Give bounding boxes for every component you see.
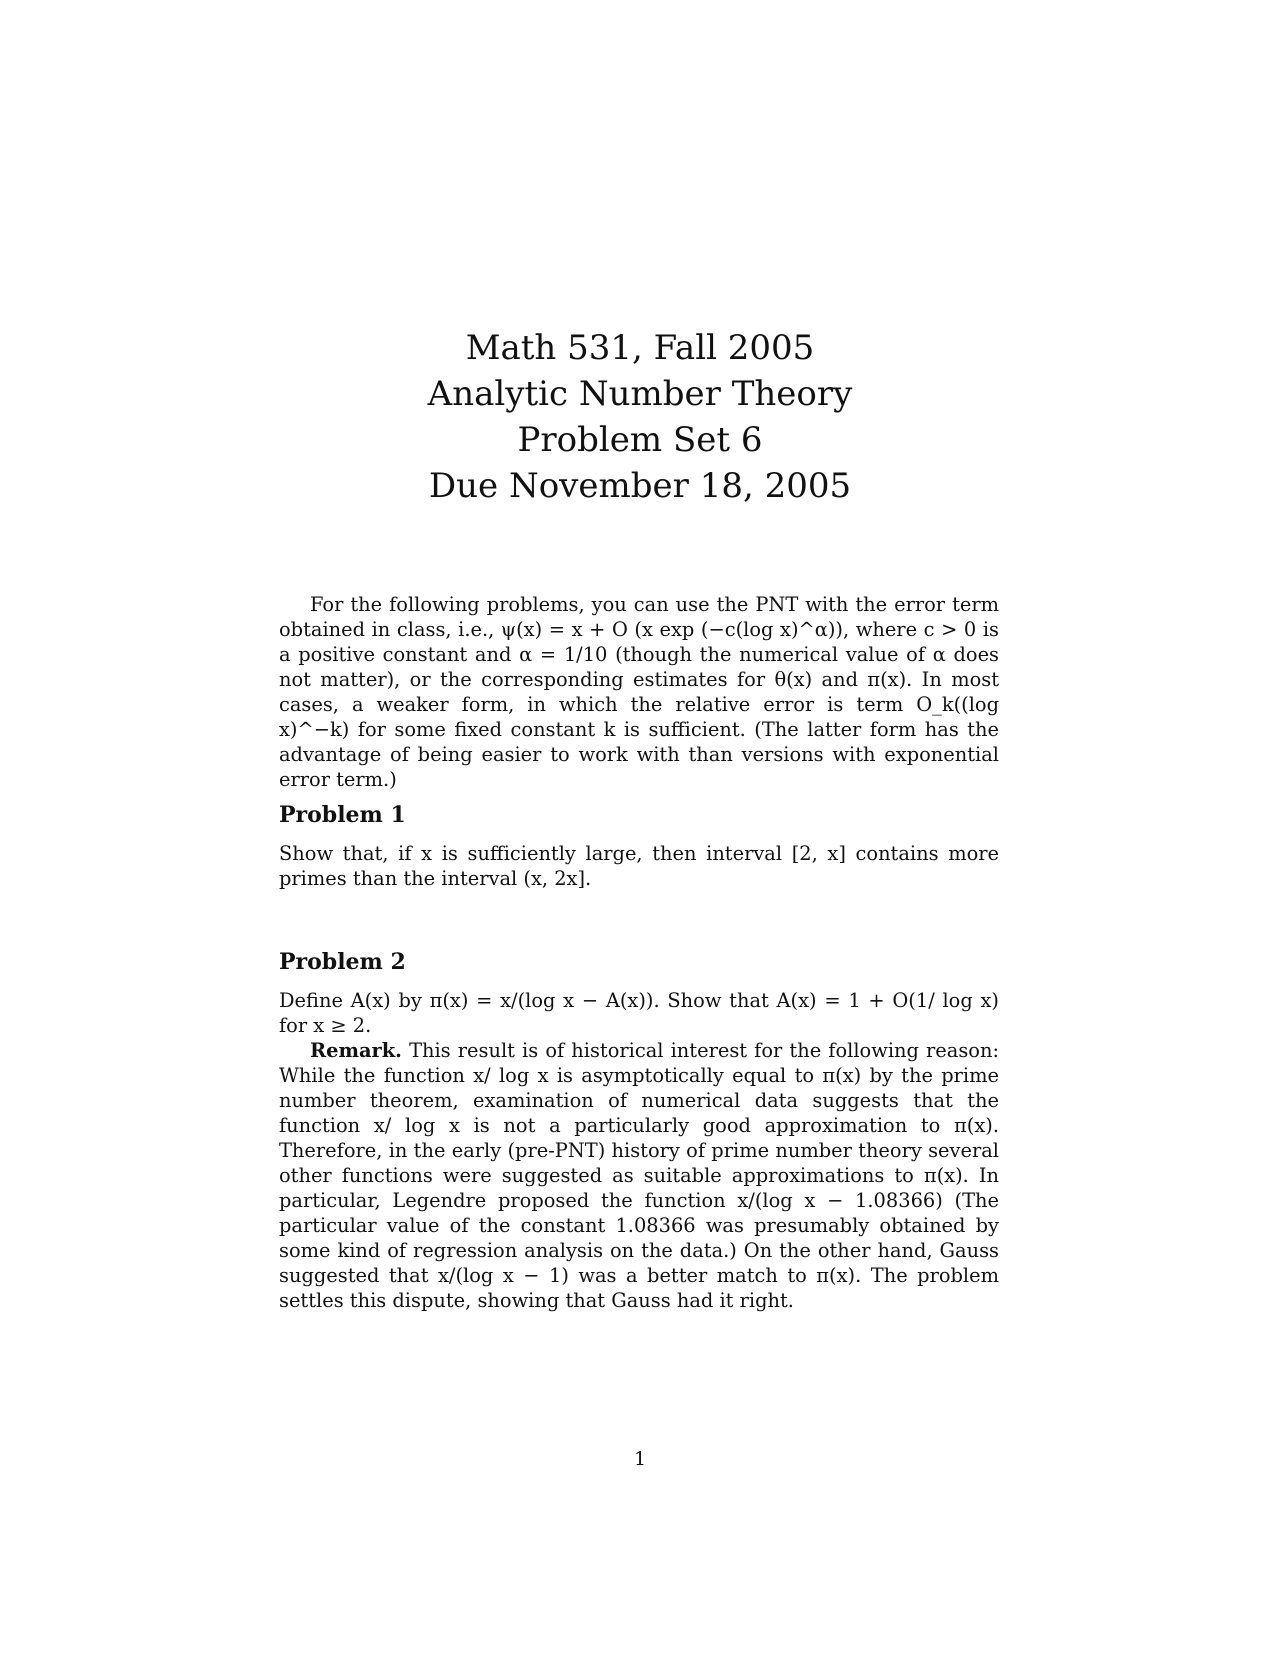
course-title: Math 531, Fall 2005 [465,328,815,368]
problem-2-section [279,948,999,1313]
problem-2-heading: Problem 2 [279,949,406,975]
remark-text: This result is of historical interest for the following reason: While the function x/ log x is asymptotically equal to π(x) by the prime number theorem, examination of numerical data suggests that the function x/ log x is not a particularly good approximation to π(x). Therefore, in the early (pre-PNT) history of prime number theory several other functions were suggested as suitable approximations to π(x). In particular, Legendre proposed the function x/(log x − 1.08366) (The particular value of the constant 1.08366 was presumably obtained by some kind of regression analysis on the data.) On the other hand, Gauss suggested that x/(log x − 1) was a better match to π(x). The problem settles this dispute, showing that Gauss had it right. [279,1039,999,1312]
intro-paragraph: For the following problems, you can use the PNT with the error term obtained in class, i.e., ψ(x) = x + O (x exp (−c(log x)^α)), where c > 0 is a positive constant and α = 1/10 (though the numerical value of α does not matter), or the corresponding estimates for θ(x) and π(x). In most cases, a weaker form, in which the relative error is term O_k((log x)^−k) for some fixed constant k is sufficient. (The latter form has the advantage of being easier to work with than versions with exponential error term.) [279,593,999,791]
course-subject: Analytic Number Theory [427,374,853,414]
problem-1-heading: Problem 1 [279,802,406,828]
title-block [0,325,1280,509]
problem-set-title: Problem Set 6 [517,420,763,460]
remark-label: Remark. [310,1039,402,1062]
due-date: Due November 18, 2005 [428,466,852,506]
problem-1-text: Show that, if x is sufficiently large, then interval [2, x] contains more primes than the interval (x, 2x]. [279,842,999,890]
intro-section [279,592,999,792]
problem-1-section [279,801,999,891]
page-number: 1 [633,1448,647,1470]
problem-2-text: Define A(x) by π(x) = x/(log x − A(x)). Show that A(x) = 1 + O(1/ log x) for x ≥ 2. [279,989,999,1037]
remark-paragraph [279,1038,999,1313]
